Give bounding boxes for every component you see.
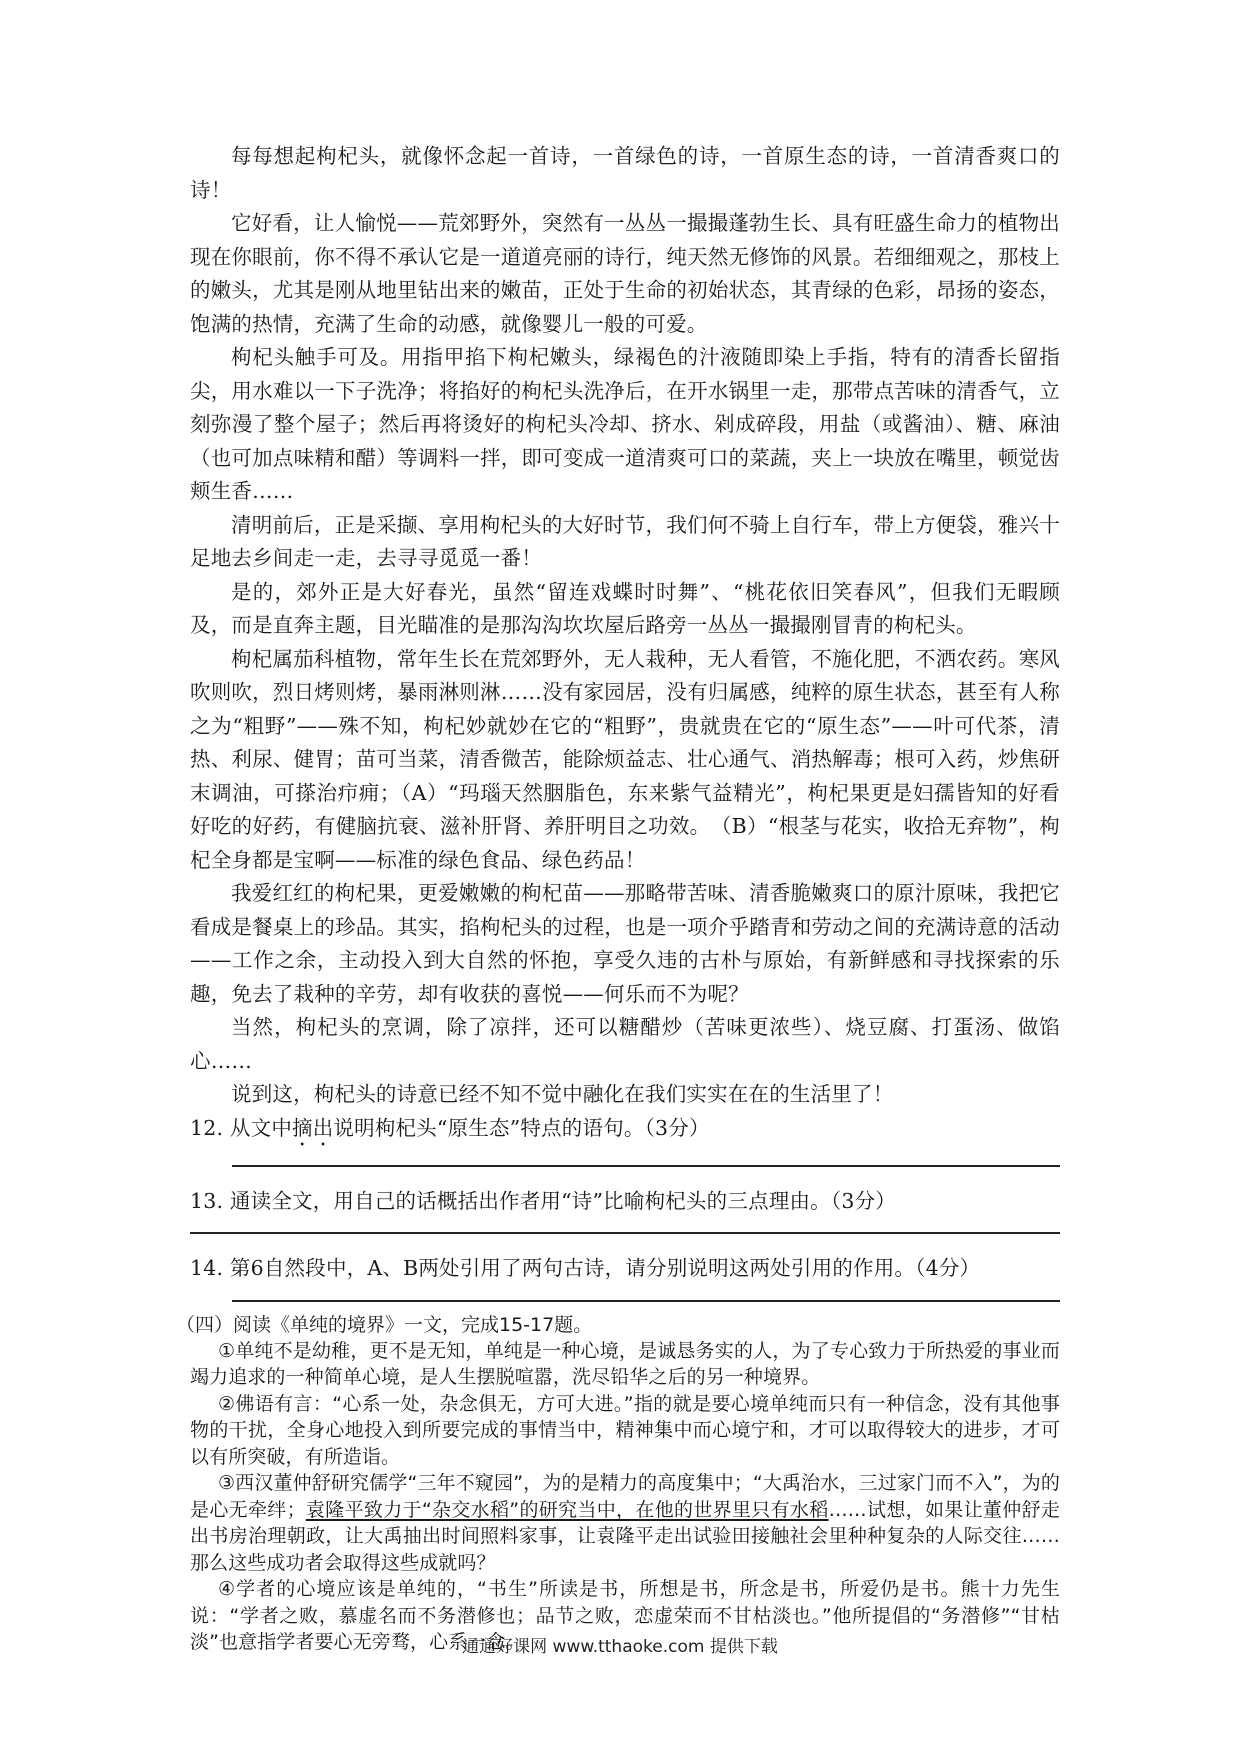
section-4-heading: （四）阅读《单纯的境界》一文，完成15-17题。: [176, 1313, 593, 1336]
question-14-text: 14. 第6自然段中，A、B两处引用了两句古诗，请分别说明这两处引用的作用。（4分）: [190, 1256, 981, 1280]
question-12-prefix: 12. 从文中: [190, 1115, 293, 1140]
section-4-p3-end: ……试想，如果让董仲舒走出书房治理朝政，让大禹抽出时间照料家事，让袁隆平走出试验田接触社会里种种复杂的人际交往……那么这些成功者会取得这些成就吗？: [190, 1498, 1060, 1574]
section-4-paragraph-3: [190, 1470, 1060, 1576]
section-4-paragraph-1: ①单纯不是幼稚，更不是无知，单纯是一种心境，是诚恳务实的人，为了专心致力于所热爱的事业而竭力追求的一种简单心境，是人生摆脱喧嚣，洗尽铅华之后的另一种境界。: [190, 1339, 1060, 1388]
question-13: [190, 1185, 1060, 1235]
paragraph-4: 清明前后，正是采撷、享用枸杞头的大好时节，我们何不骑上自行车，带上方便袋，雅兴十足地去乡间走一走，去寻寻觅觅一番！: [190, 512, 1060, 570]
paragraph-3: 枸杞头触手可及。用指甲掐下枸杞嫩头，绿褐色的汁液随即染上手指，特有的清香长留指尖，用水难以一下子洗净；将掐好的枸杞头洗净后，在开水锅里一走，那带点苦味的清香气，立刻弥漫了整个屋子；然后再将烫好的枸杞头冷却、挤水、剁成碎段，用盐（或酱油）、糖、麻油（也可加点味精和醋）等调料一拌，即可变成一道清爽可口的菜蔬，夹上一块放在嘴里，顿觉齿颊生香……: [190, 345, 1060, 503]
paragraph-7: 我爱红红的枸杞果，更爱嫩嫩的枸杞苗——那略带苦味、清香脆嫩爽口的原汁原味，我把它看成是餐桌上的珍品。其实，掐枸杞头的过程，也是一项介乎踏青和劳动之间的充满诗意的活动——工作之余，主动投入到大自然的怀抱，享受久违的古朴与原始，有新鲜感和寻找探索的乐趣，免去了栽种的辛劳，却有收获的喜悦——何乐而不为呢？: [190, 881, 1060, 1006]
article: [190, 140, 1060, 1112]
paragraph-8: 当然，枸杞头的烹调，除了凉拌，还可以糖醋炒（苦味更浓些）、烧豆腐、打蛋汤、做馅心……: [190, 1015, 1060, 1073]
question-12-suffix: 说明枸杞头“原生态”特点的语句。（3分）: [333, 1115, 710, 1140]
footer-watermark: 通通好课网 www.tthaoke.com 提供下载: [462, 1637, 778, 1657]
question-12-emphasis: 摘出: [292, 1115, 334, 1140]
question-12-text: [190, 1112, 1060, 1151]
question-14: [190, 1252, 1060, 1302]
answer-line-14[interactable]: [232, 1300, 1060, 1302]
paragraph-6: 枸杞属茄科植物，常年生长在荒郊野外，无人栽种，无人看管，不施化肥，不洒农药。寒风吹则吹，烈日烤则烤，暴雨淋则淋……没有家园居，没有归属感，纯粹的原生状态，甚至有人称之为“粗野”——殊不知，枸杞妙就妙在它的“粗野”，贵就贵在它的“原生态”——叶可代茶，清热、利尿、健胃；苗可当菜，清香微苦，能除烦益志、壮心通气、消热解毒；根可入药，炒焦研末调油，可搽治疖痈；（A）“玛瑙天然胭脂色，东来紫气益精光”，枸杞果更是妇孺皆知的好看好吃的好药，有健脑抗衰、滋补肝肾、养肝明目之功效。 （B）“根茎与花实，收拾无弃物”，枸杞全身都是宝啊——标准的绿色食品、绿色药品！: [190, 646, 1060, 872]
exam-page: [176, 140, 1060, 1656]
paragraph-9: 说到这，枸杞头的诗意已经不知不觉中融化在我们实实在在的生活里了！: [231, 1082, 894, 1106]
section-4-p3-start: ③西汉董仲舒研究儒学“三年不窥园”，为的是精力的高度集中；“大禹治水，三过家门而不入”，为的是心无牵绊；: [190, 1472, 1060, 1521]
section-4-paragraph-2: ②佛语有言：“心系一处，杂念俱无，方可大进。”指的就是要心境单纯而只有一种信念，没有其他事物的干扰，全身心地投入到所要完成的事情当中，精神集中而心境宁和，才可以取得较大的进步，才可以有所突破，有所造诣。: [190, 1392, 1060, 1468]
question-13-text: 13. 通读全文，用自己的话概括出作者用“诗”比喻枸杞头的三点理由。（3分）: [190, 1188, 896, 1213]
section-4-paragraph-4: ④学者的心境应该是单纯的，“书生”所读是书，所想是书，所念是书，所爱仍是书。熊十力先生说：“学者之败，慕虚名而不务潜修也；品节之败，恋虚荣而不甘枯淡也。”他所提倡的“务潜修”“甘枯淡”也意指学者要心无旁骛，心系一念。: [190, 1578, 1060, 1653]
underlined-sentence: 袁隆平致力于“杂交水稻”的研究当中，在他的世界里只有水稻: [305, 1498, 829, 1521]
paragraph-2: 它好看，让人愉悦——荒郊野外，突然有一丛丛一撮撮蓬勃生长、具有旺盛生命力的植物出现在你眼前，你不得不承认它是一道道亮丽的诗行，纯天然无修饰的风景。若细细观之，那枝上的嫩头，尤其是刚从地里钻出来的嫩苗，正处于生命的初始状态，其青绿的色彩，昂扬的姿态，饱满的热情，充满了生命的动感，就像婴儿一般的可爱。: [190, 211, 1060, 336]
question-12: [190, 1112, 1060, 1167]
section-4: [176, 1312, 1060, 1656]
paragraph-5: 是的，郊外正是大好春光，虽然“留连戏蝶时时舞”、“桃花依旧笑春风”，但我们无暇顾及，而是直奔主题，目光瞄准的是那沟沟坎坎屋后路旁一丛丛一撮撮刚冒青的枸杞头。: [190, 579, 1060, 637]
paragraph-1: 每每想起枸杞头，就像怀念起一首诗，一首绿色的诗，一首原生态的诗，一首清香爽口的诗！: [190, 144, 1060, 202]
